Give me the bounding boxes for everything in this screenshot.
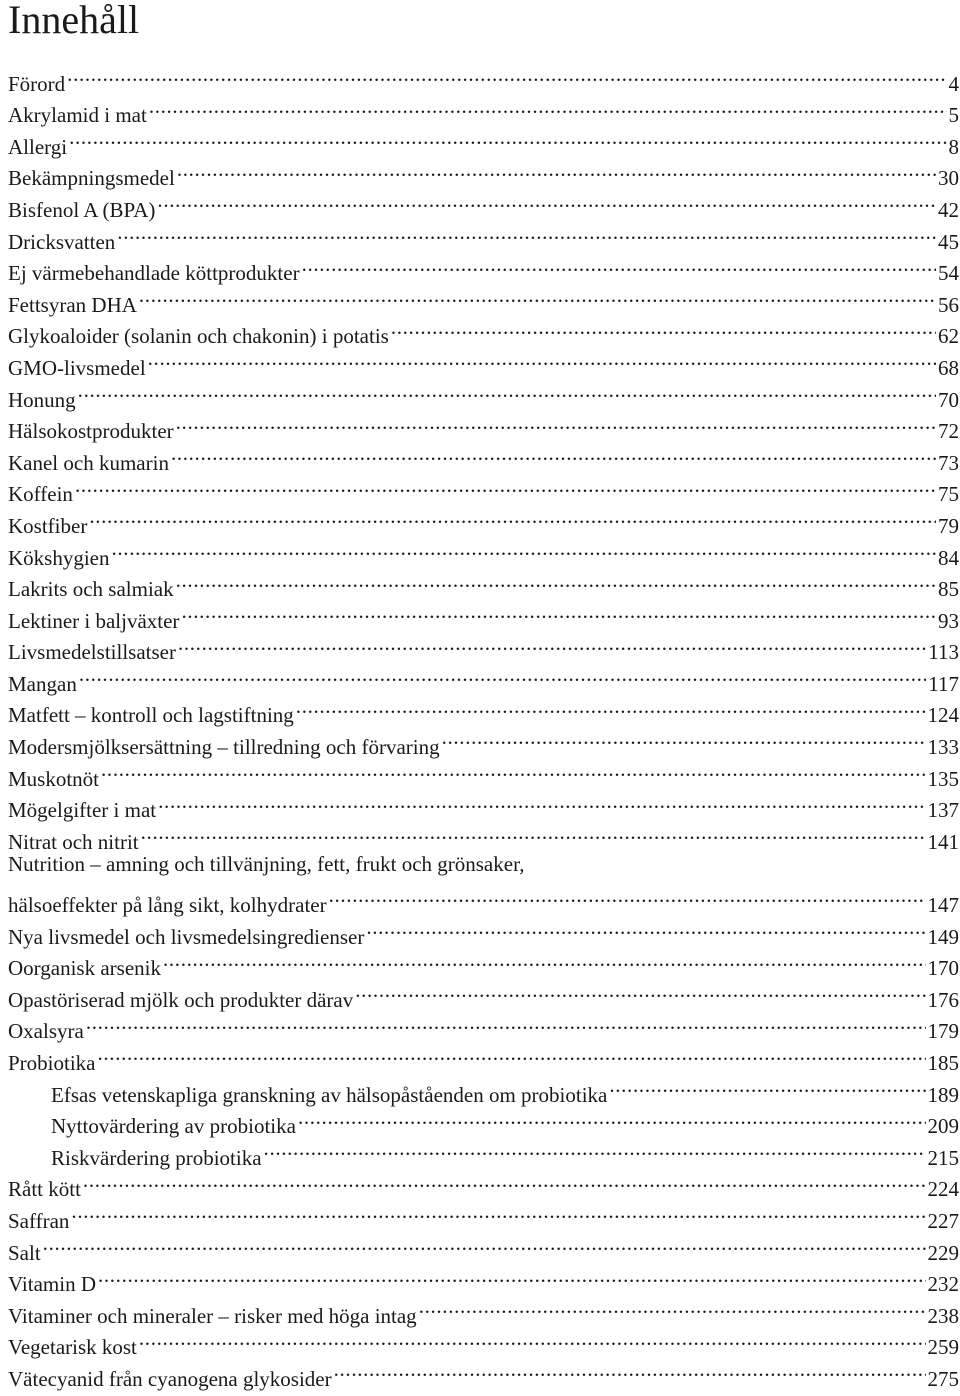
toc-entry-label: Kostfiber (8, 513, 88, 538)
toc-leader-dots (176, 565, 936, 597)
toc-entry-page: 224 (927, 1177, 959, 1202)
toc-entry-label: Oorganisk arsenik (8, 956, 161, 981)
toc-leader-dots (86, 1007, 926, 1039)
toc-entry-label: Koffein (8, 482, 73, 507)
toc-entry-page: 147 (927, 893, 959, 918)
toc-entry-nutrition-line2[interactable] (8, 880, 959, 918)
toc-leader-dots (71, 1196, 925, 1228)
toc-leader-dots (141, 817, 926, 849)
toc-entry-bekampningsmedel[interactable] (8, 154, 959, 191)
toc-leader-dots (83, 1165, 926, 1197)
toc-leader-dots (158, 786, 925, 818)
toc-leader-dots (89, 501, 936, 533)
toc-subentry-efsa[interactable] (8, 1070, 959, 1107)
toc-entry-halsokost[interactable] (8, 407, 959, 444)
toc-entry-page: 73 (938, 450, 959, 475)
toc-entry-page: 68 (938, 355, 959, 380)
toc-entry-page: 135 (927, 766, 959, 791)
toc-entry-label: Rått kött (8, 1177, 81, 1202)
toc-entry-page: 238 (927, 1303, 959, 1328)
toc-entry-dha[interactable] (8, 280, 959, 317)
toc-leader-dots (334, 1354, 926, 1386)
toc-entry-label: GMO-livsmedel (8, 355, 146, 380)
toc-entry-label: Allergi (8, 134, 68, 159)
toc-entry-page: 84 (938, 545, 959, 570)
toc-entry-allergi[interactable] (8, 122, 959, 159)
toc-entry-gmo[interactable] (8, 343, 959, 380)
toc-entry-page: 54 (938, 261, 959, 286)
toc-entry-label: Lektiner i baljväxter (8, 608, 180, 633)
toc-entry-kottprodukter[interactable] (8, 249, 959, 286)
toc-leader-dots (355, 975, 925, 1007)
toc-entry-label: Kanel och kumarin (8, 450, 169, 475)
toc-entry-dricksvatten[interactable] (8, 217, 959, 254)
toc-entry-label: Bisfenol A (BPA) (8, 197, 156, 222)
toc-entry-page: 179 (927, 1019, 959, 1044)
toc-leader-dots (177, 154, 936, 186)
toc-entry-ratt-kott[interactable] (8, 1165, 959, 1202)
toc-entry-page: 113 (928, 640, 959, 665)
toc-entry-mogelgifter[interactable] (8, 786, 959, 823)
toc-entry-label: Akrylamid i mat (8, 103, 147, 128)
toc-leader-dots (609, 1070, 925, 1102)
toc-leader-dots (264, 1133, 926, 1165)
toc-entry-label: Riskvärdering probiotika (51, 1145, 262, 1170)
toc-leader-dots (112, 533, 937, 565)
toc-entry-page: 259 (927, 1335, 959, 1360)
toc-entry-label: Fettsyran DHA (8, 292, 137, 317)
toc-entry-label: Matfett – kontroll och lagstiftning (8, 703, 294, 728)
toc-entry-nutrition-line1[interactable] (8, 849, 959, 881)
toc-leader-dots (181, 596, 936, 628)
toc-leader-dots (117, 217, 936, 249)
toc-entry-matfett[interactable] (8, 691, 959, 728)
toc-leader-dots (139, 280, 936, 312)
toc-entry-label: hälsoeffekter på lång sikt, kolhydrater (8, 893, 327, 918)
toc-entry-page: 79 (938, 513, 959, 538)
toc-entry-page: 124 (927, 703, 959, 728)
toc-entry-page: 209 (927, 1114, 959, 1139)
toc-entry-label: Bekämpningsmedel (8, 166, 175, 191)
toc-entry-label: Efsas vetenskapliga granskning av hälsopåståenden om probiotika (51, 1082, 608, 1107)
toc-entry-mangan[interactable] (8, 659, 959, 696)
toc-entry-page: 75 (938, 482, 959, 507)
toc-leader-dots (148, 343, 936, 375)
toc-entry-label: Vitaminer och mineraler – risker med höga intag (8, 1303, 417, 1328)
toc-entry-honung[interactable] (8, 375, 959, 412)
toc-entry-muskotnot[interactable] (8, 754, 959, 791)
toc-entry-page: 141 (927, 829, 959, 854)
toc-leader-dots (419, 1291, 926, 1323)
toc-entry-label: Vätecyanid från cyanogena glykosider (8, 1366, 332, 1391)
toc-entry-lakrits[interactable] (8, 565, 959, 602)
toc-entry-page: 4 (948, 71, 959, 96)
toc-entry-page: 137 (927, 798, 959, 823)
toc-entry-label: Förord (8, 71, 66, 96)
toc-entry-label: Dricksvatten (8, 229, 116, 254)
toc-entry-label: Nya livsmedel och livsmedelsingredienser (8, 924, 365, 949)
toc-leader-dots (442, 722, 926, 754)
toc-entry-page: 170 (927, 956, 959, 981)
toc-entry-label: Kökshygien (8, 545, 110, 570)
toc-leader-dots (149, 91, 947, 123)
toc-entry-page: 85 (938, 577, 959, 602)
toc-entry-kostfiber[interactable] (8, 501, 959, 538)
toc-entry-page: 229 (927, 1240, 959, 1265)
toc-entry-forord[interactable] (8, 59, 959, 96)
toc-entry-akrylamid[interactable] (8, 91, 959, 128)
toc-leader-dots (139, 1323, 926, 1355)
toc-leader-dots (75, 470, 936, 502)
toc-entry-page: 133 (927, 735, 959, 760)
toc-entry-label: Probiotika (8, 1051, 96, 1075)
toc-entry-salt[interactable] (8, 1228, 959, 1265)
toc-leader-dots (296, 691, 926, 723)
toc-entry-kokshygien[interactable] (8, 533, 959, 570)
toc-leader-dots (79, 659, 926, 691)
toc-entry-label: Ej värmebehandlade köttprodukter (8, 261, 300, 286)
toc-leader-dots (176, 407, 936, 439)
toc-leader-dots (366, 912, 925, 944)
toc-entry-label: Livsmedelstillsatser (8, 640, 176, 665)
toc-entry-label: Mangan (8, 671, 77, 696)
toc-entry-label: Vegetarisk kost (8, 1335, 137, 1360)
toc-leader-dots (67, 59, 946, 91)
toc-entry-page: 176 (927, 987, 959, 1012)
toc-entry-vegetarisk[interactable] (8, 1323, 959, 1360)
toc-entry-page: 185 (927, 1051, 959, 1075)
toc-leader-dots (302, 249, 936, 281)
toc-entry-label: Glykoaloider (solanin och chakonin) i potatis (8, 324, 389, 349)
toc-leader-dots (69, 122, 946, 154)
toc-leader-dots (178, 628, 926, 660)
toc-entry-label: Salt (8, 1240, 41, 1265)
toc-entry-page: 5 (948, 103, 959, 128)
toc-leader-dots (101, 754, 925, 786)
toc-entry-saffran[interactable] (8, 1196, 959, 1233)
toc-entry-label: Muskotnöt (8, 766, 100, 791)
toc-entry-page: 72 (938, 419, 959, 444)
toc-entry-page: 93 (938, 608, 959, 633)
toc-entry-label: Modersmjölksersättning – tillredning och förvaring (8, 735, 440, 760)
toc-entry-page: 45 (938, 229, 959, 254)
toc-entry-page: 189 (927, 1082, 959, 1107)
toc-entry-page: 62 (938, 324, 959, 349)
toc-entry-label: Honung (8, 387, 76, 412)
toc-entry-page: 227 (927, 1208, 959, 1233)
toc-entry-label: Hälsokostprodukter (8, 419, 174, 444)
toc-entry-label: Nitrat och nitrit (8, 829, 139, 854)
toc-leader-dots (78, 375, 936, 407)
toc-entry-oxalsyra[interactable] (8, 1007, 959, 1044)
toc-entry-page: 70 (938, 387, 959, 412)
toc-entry-label: Mögelgifter i mat (8, 798, 157, 823)
toc-leader-dots (98, 1260, 926, 1292)
toc-leader-dots (157, 185, 936, 217)
toc-entry-page: 215 (927, 1145, 959, 1170)
toc-leader-dots (98, 1038, 926, 1070)
toc-leader-dots (391, 312, 936, 344)
toc-entry-page: 8 (948, 134, 959, 159)
toc-entry-page: 275 (927, 1366, 959, 1391)
toc-leader-dots (43, 1228, 926, 1260)
toc-entry-vatecyanid[interactable] (8, 1354, 959, 1391)
toc-entry-nitrat[interactable] (8, 817, 959, 854)
toc-entry-label: Opastöriserad mjölk och produkter därav (8, 987, 354, 1012)
toc-entry-label: Nutrition – amning och tillvänjning, fett, frukt och grönsaker, (8, 851, 525, 876)
toc-leader-dots (171, 438, 936, 470)
toc-entry-koffein[interactable] (8, 470, 959, 507)
toc-entry-label: Oxalsyra (8, 1019, 84, 1044)
toc-entry-label: Saffran (8, 1208, 70, 1233)
toc-leader-dots (163, 944, 926, 976)
page-title: Innehåll (8, 0, 140, 42)
toc-entry-glykoaloider[interactable] (8, 312, 959, 349)
toc-entry-page: 117 (928, 671, 959, 696)
toc-entry-label: Lakrits och salmiak (8, 577, 174, 602)
toc-entry-label: Nyttovärdering av probiotika (51, 1114, 296, 1139)
toc-leader-dots (298, 1102, 926, 1134)
toc-entry-vitaminer[interactable] (8, 1291, 959, 1328)
toc-entry-probiotika[interactable] (8, 1038, 959, 1075)
toc-entry-page: 232 (927, 1272, 959, 1297)
toc-leader-dots (329, 880, 926, 912)
table-of-contents (8, 59, 959, 1391)
toc-entry-page: 56 (938, 292, 959, 317)
toc-entry-page: 30 (938, 166, 959, 191)
toc-entry-vitamin-d[interactable] (8, 1260, 959, 1297)
toc-entry-page: 149 (927, 924, 959, 949)
toc-entry-page: 42 (938, 197, 959, 222)
toc-entry-label: Vitamin D (8, 1272, 96, 1297)
